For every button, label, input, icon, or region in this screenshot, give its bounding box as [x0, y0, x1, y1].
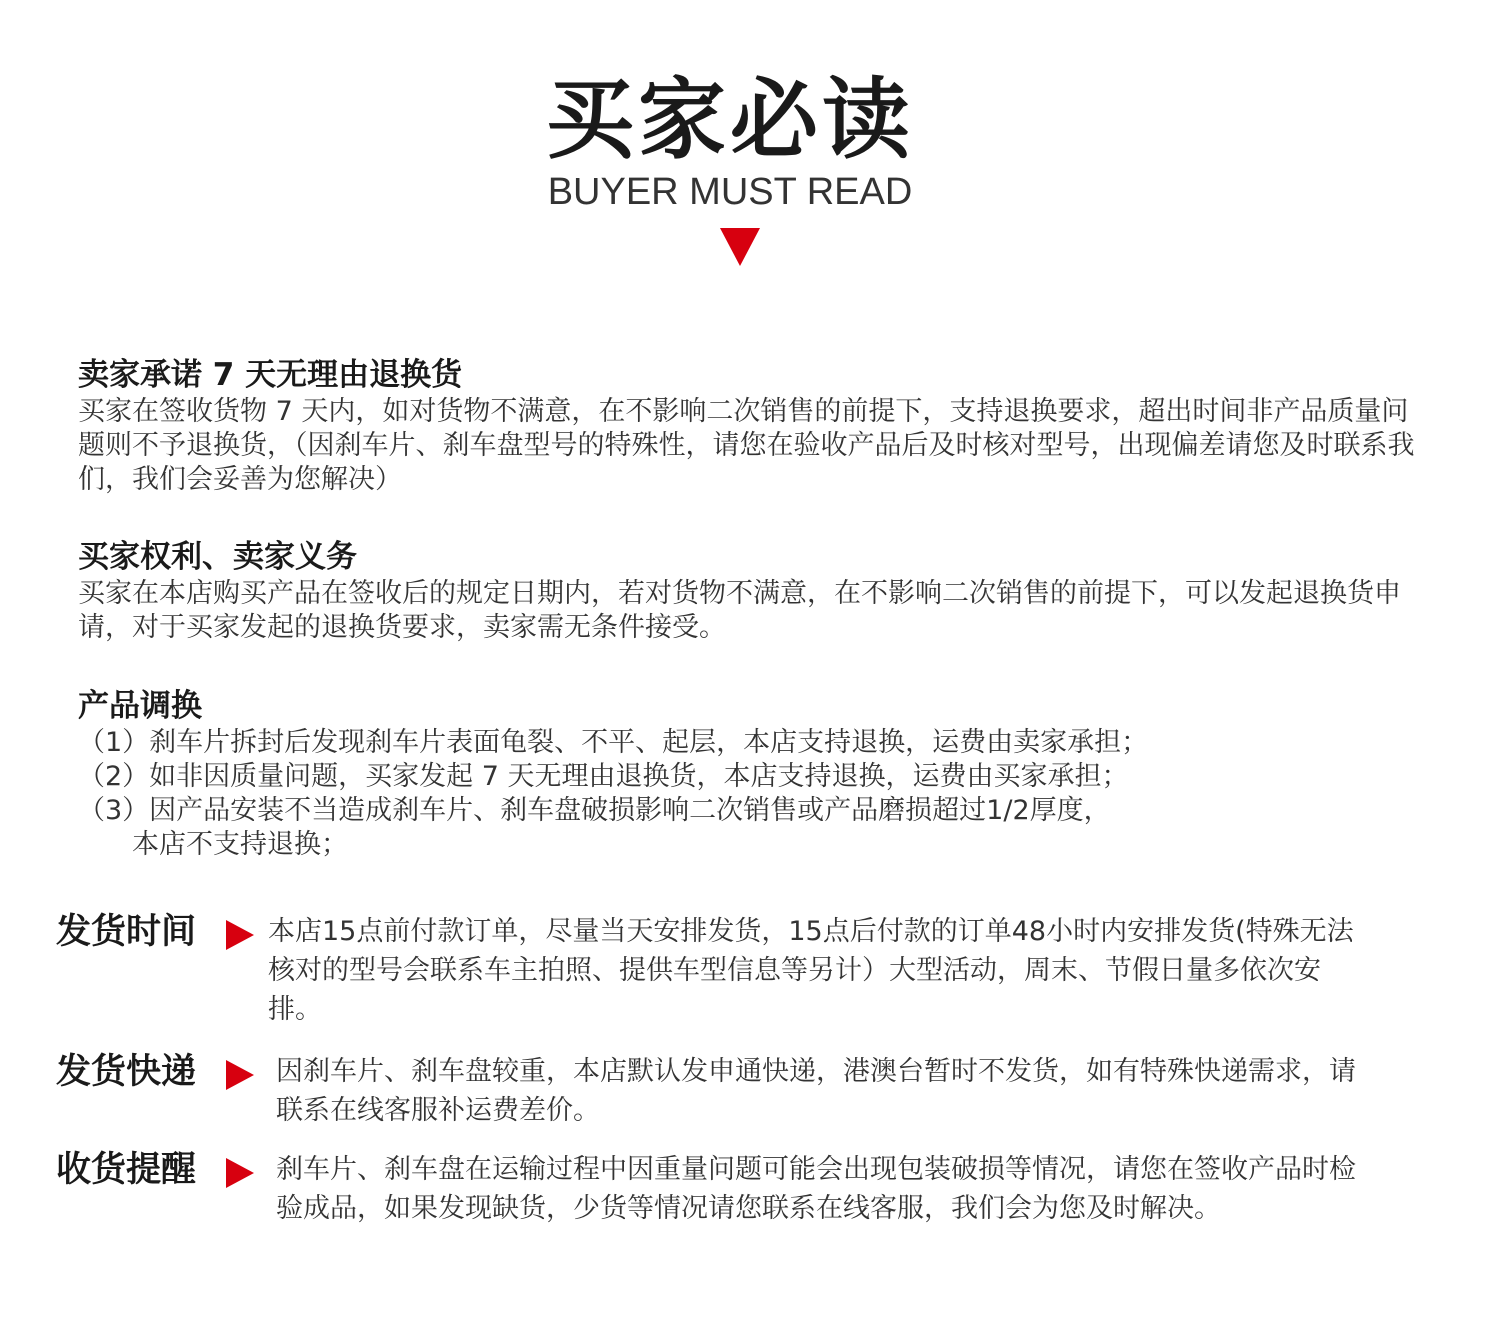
section-title: 产品调换: [78, 688, 202, 724]
info-label: 发货快递: [56, 1052, 197, 1092]
section-title: 买家权利、卖家义务: [78, 539, 357, 575]
section-body: 买家在本店购买产品在签收后的规定日期内，若对货物不满意，在不影响二次销售的前提下，可以发起退换货申请，对于买家发起的退换货要求，卖家需无条件接受。: [78, 578, 1401, 643]
list-item: （1）刹车片拆封后发现刹车片表面龟裂、不平、起层，本店支持退换，运费由卖家承担；: [78, 727, 1149, 758]
info-label: 收货提醒: [56, 1150, 197, 1190]
info-text: 刹车片、刹车盘在运输过程中因重量问题可能会出现包装破损等情况，请您在签收产品时检验成品，如果发现缺货，少货等情况请您联系在线客服，我们会为您及时解决。: [276, 1154, 1356, 1224]
list-item: 本店不支持退换；: [132, 829, 348, 860]
info-text: 本店15点前付款订单，尽量当天安排发货，15点后付款的订单48小时内安排发货(特殊无法核对的型号会联系车主拍照、提供车型信息等另计）大型活动，周末、节假日量多依次安排。: [268, 916, 1354, 1025]
list-item: （2）如非因质量问题，买家发起 7 天无理由退换货，本店支持退换，运费由买家承担；: [78, 761, 1129, 792]
page-title: 买家必读: [545, 68, 914, 171]
right-triangle-icon: [226, 1060, 254, 1090]
section-body: 买家在签收货物 7 天内，如对货物不满意，在不影响二次销售的前提下，支持退换要求，超出时间非产品质量问题则不予退换货，（因刹车片、刹车盘型号的特殊性，请您在验收产品后及时核对型号，出现偏差请您及时联系我们，我们会妥善为您解决）: [78, 396, 1415, 495]
section-return-promise: [78, 355, 1418, 497]
info-text: 因刹车片、刹车盘较重，本店默认发申通快递，港澳台暂时不发货，如有特殊快递需求，请联系在线客服补运费差价。: [276, 1056, 1356, 1126]
info-label: 发货时间: [56, 912, 197, 952]
section-buyer-rights: [78, 537, 1418, 645]
section-title: 卖家承诺 7 天无理由退换货: [78, 357, 463, 393]
down-triangle-icon: [720, 228, 760, 266]
right-triangle-icon: [226, 920, 254, 950]
section-product-exchange: [78, 686, 1418, 862]
page-subtitle: BUYER MUST READ: [547, 171, 913, 213]
list-item: （3）因产品安装不当造成刹车片、刹车盘破损影响二次销售或产品磨损超过1/2厚度，: [78, 795, 1111, 826]
header: [0, 0, 1500, 300]
right-triangle-icon: [226, 1158, 254, 1188]
